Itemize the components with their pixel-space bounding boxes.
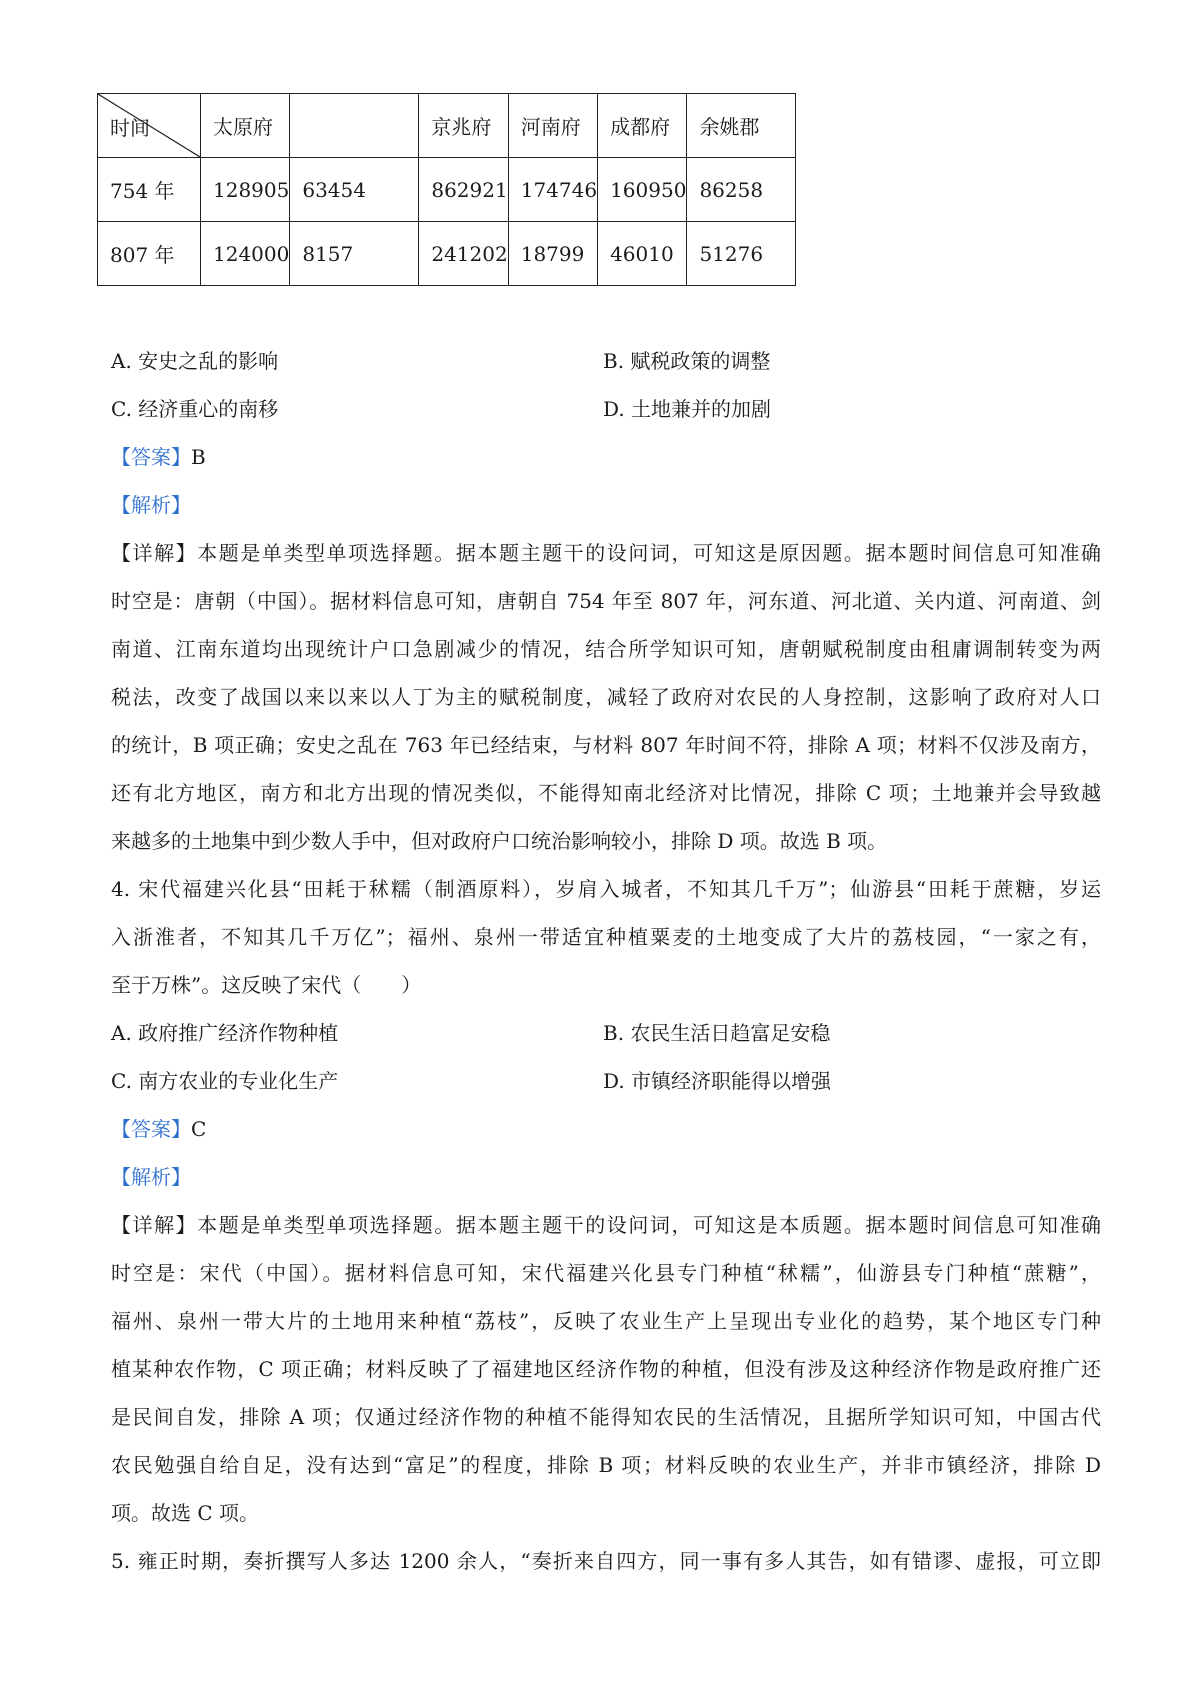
q3-detail-line: 还有北方地区，南方和北方出现的情况类似，不能得知南北经济对比情况，排除 C 项；土地兼并会导致越 [111,781,1101,805]
table-row [98,158,796,222]
q4-detail-line: 是民间自发，排除 A 项；仅通过经济作物的种植不能得知农民的生活情况，且据所学知识可知，中国古代 [111,1405,1101,1429]
table-corner-cell [98,94,201,158]
q4-stem-line: 入浙淮者，不知其几千万亿”；福州、泉州一带适宜种植粟麦的土地变成了大片的荔枝园，“一家之有， [111,925,1101,949]
table-header-cell: 河南府 [508,94,597,158]
q3-detail-line: 时空是：唐朝（中国）。据材料信息可知，唐朝自 754 年至 807 年，河东道、河北道、关内道、河南道、剑 [111,589,1101,613]
q3-options-row-2 [111,393,772,422]
q3-options-row-1 [111,345,771,374]
q4-detail-line: 项。故选 C 项。 [111,1501,260,1525]
analysis-tag: 【解析】 [111,493,191,517]
population-table [97,93,796,286]
q5-stem-line: 5. 雍正时期，奏折撰写人多达 1200 余人，“奏折来自四方，同一事有多人其告，如有错谬、虚报，可立即 [111,1549,1101,1573]
table-cell: 8157 [290,222,419,286]
table-year-cell: 754 年 [98,158,201,222]
table-year-cell: 807 年 [98,222,201,286]
q3-detail-line: 税法，改变了战国以来以来以人丁为主的赋税制度，减轻了政府对农民的人身控制，这影响了政府对人口 [111,685,1101,709]
q3-detail-line: 来越多的土地集中到少数人手中，但对政府户口统治影响较小，排除 D 项。故选 B 项。 [111,829,888,853]
table-cell: 46010 [598,222,687,286]
table-row [98,222,796,286]
q3-analysis-tag [111,489,191,518]
q3-detail-line: 的统计，B 项正确；安史之乱在 763 年已经结束，与材料 807 年时间不符，排除 A 项；材料不仅涉及南方， [111,733,1101,757]
table-header-cell: 京兆府 [419,94,508,158]
analysis-tag: 【解析】 [111,1165,191,1189]
q4-answer [111,1113,206,1142]
table-cell: 18799 [508,222,597,286]
table-cell: 63454 [290,158,419,222]
q4-stem-line: 4. 宋代福建兴化县“田耗于秫糯（制酒原料），岁肩入城者，不知其几千万”；仙游县“田耗于蔗糖，岁运 [111,877,1101,901]
q4-option-a: A. 政府推广经济作物种植 [111,1021,339,1045]
q3-option-d: D. 土地兼并的加剧 [603,397,772,421]
q4-analysis-tag [111,1161,191,1190]
q4-detail-line: 福州、泉州一带大片的土地用来种植“荔枝”，反映了农业生产上呈现出专业化的趋势，某个地区专门种 [111,1309,1101,1333]
q4-stem-line: 至于万株”。这反映了宋代（ ） [111,973,422,997]
q3-option-c: C. 经济重心的南移 [111,397,279,421]
table-cell: 862921 [419,158,508,222]
q4-options-row-1 [111,1017,831,1046]
q4-option-d: D. 市镇经济职能得以增强 [603,1069,832,1093]
answer-value: B [191,445,206,469]
table-header-cell: 成都府 [598,94,687,158]
answer-tag: 【答案】 [111,445,191,469]
table-cell: 86258 [687,158,796,222]
table-cell: 128905 [201,158,290,222]
q4-detail-line: 时空是：宋代（中国）。据材料信息可知，宋代福建兴化县专门种植“秫糯”，仙游县专门种植“蔗糖”， [111,1261,1101,1285]
q3-detail-line: 南道、江南东道均出现统计户口急剧减少的情况，结合所学知识可知，唐朝赋税制度由租庸调制转变为两 [111,637,1101,661]
table-cell: 160950 [598,158,687,222]
q4-detail-line: 农民勉强自给自足，没有达到“富足”的程度，排除 B 项；材料反映的农业生产，并非市镇经济，排除 D [111,1453,1101,1477]
q4-options-row-2 [111,1065,832,1094]
q4-detail-line: 【详解】本题是单类型单项选择题。据本题主题干的设问词，可知这是本质题。据本题时间信息可知准确 [111,1213,1101,1237]
q4-detail-line: 植某种农作物，C 项正确；材料反映了了福建地区经济作物的种植，但没有涉及这种经济作物是政府推广还 [111,1357,1101,1381]
table-cell: 174746 [508,158,597,222]
q3-option-a: A. 安史之乱的影响 [111,349,279,373]
table-corner-label: 时间 [110,116,150,140]
q4-option-c: C. 南方农业的专业化生产 [111,1069,339,1093]
q4-option-b: B. 农民生活日趋富足安稳 [603,1021,831,1045]
q3-answer [111,441,206,470]
answer-value: C [191,1117,207,1141]
table-cell: 51276 [687,222,796,286]
q3-detail-line: 【详解】本题是单类型单项选择题。据本题主题干的设问词，可知这是原因题。据本题时间信息可知准确 [111,541,1101,565]
table-header-cell [290,94,419,158]
table-header-cell: 余姚郡 [687,94,796,158]
table-cell: 241202 [419,222,508,286]
table-header-cell: 太原府 [201,94,290,158]
answer-tag: 【答案】 [111,1117,191,1141]
table-header-row [98,94,796,158]
table-cell: 124000 [201,222,290,286]
q3-option-b: B. 赋税政策的调整 [603,349,771,373]
